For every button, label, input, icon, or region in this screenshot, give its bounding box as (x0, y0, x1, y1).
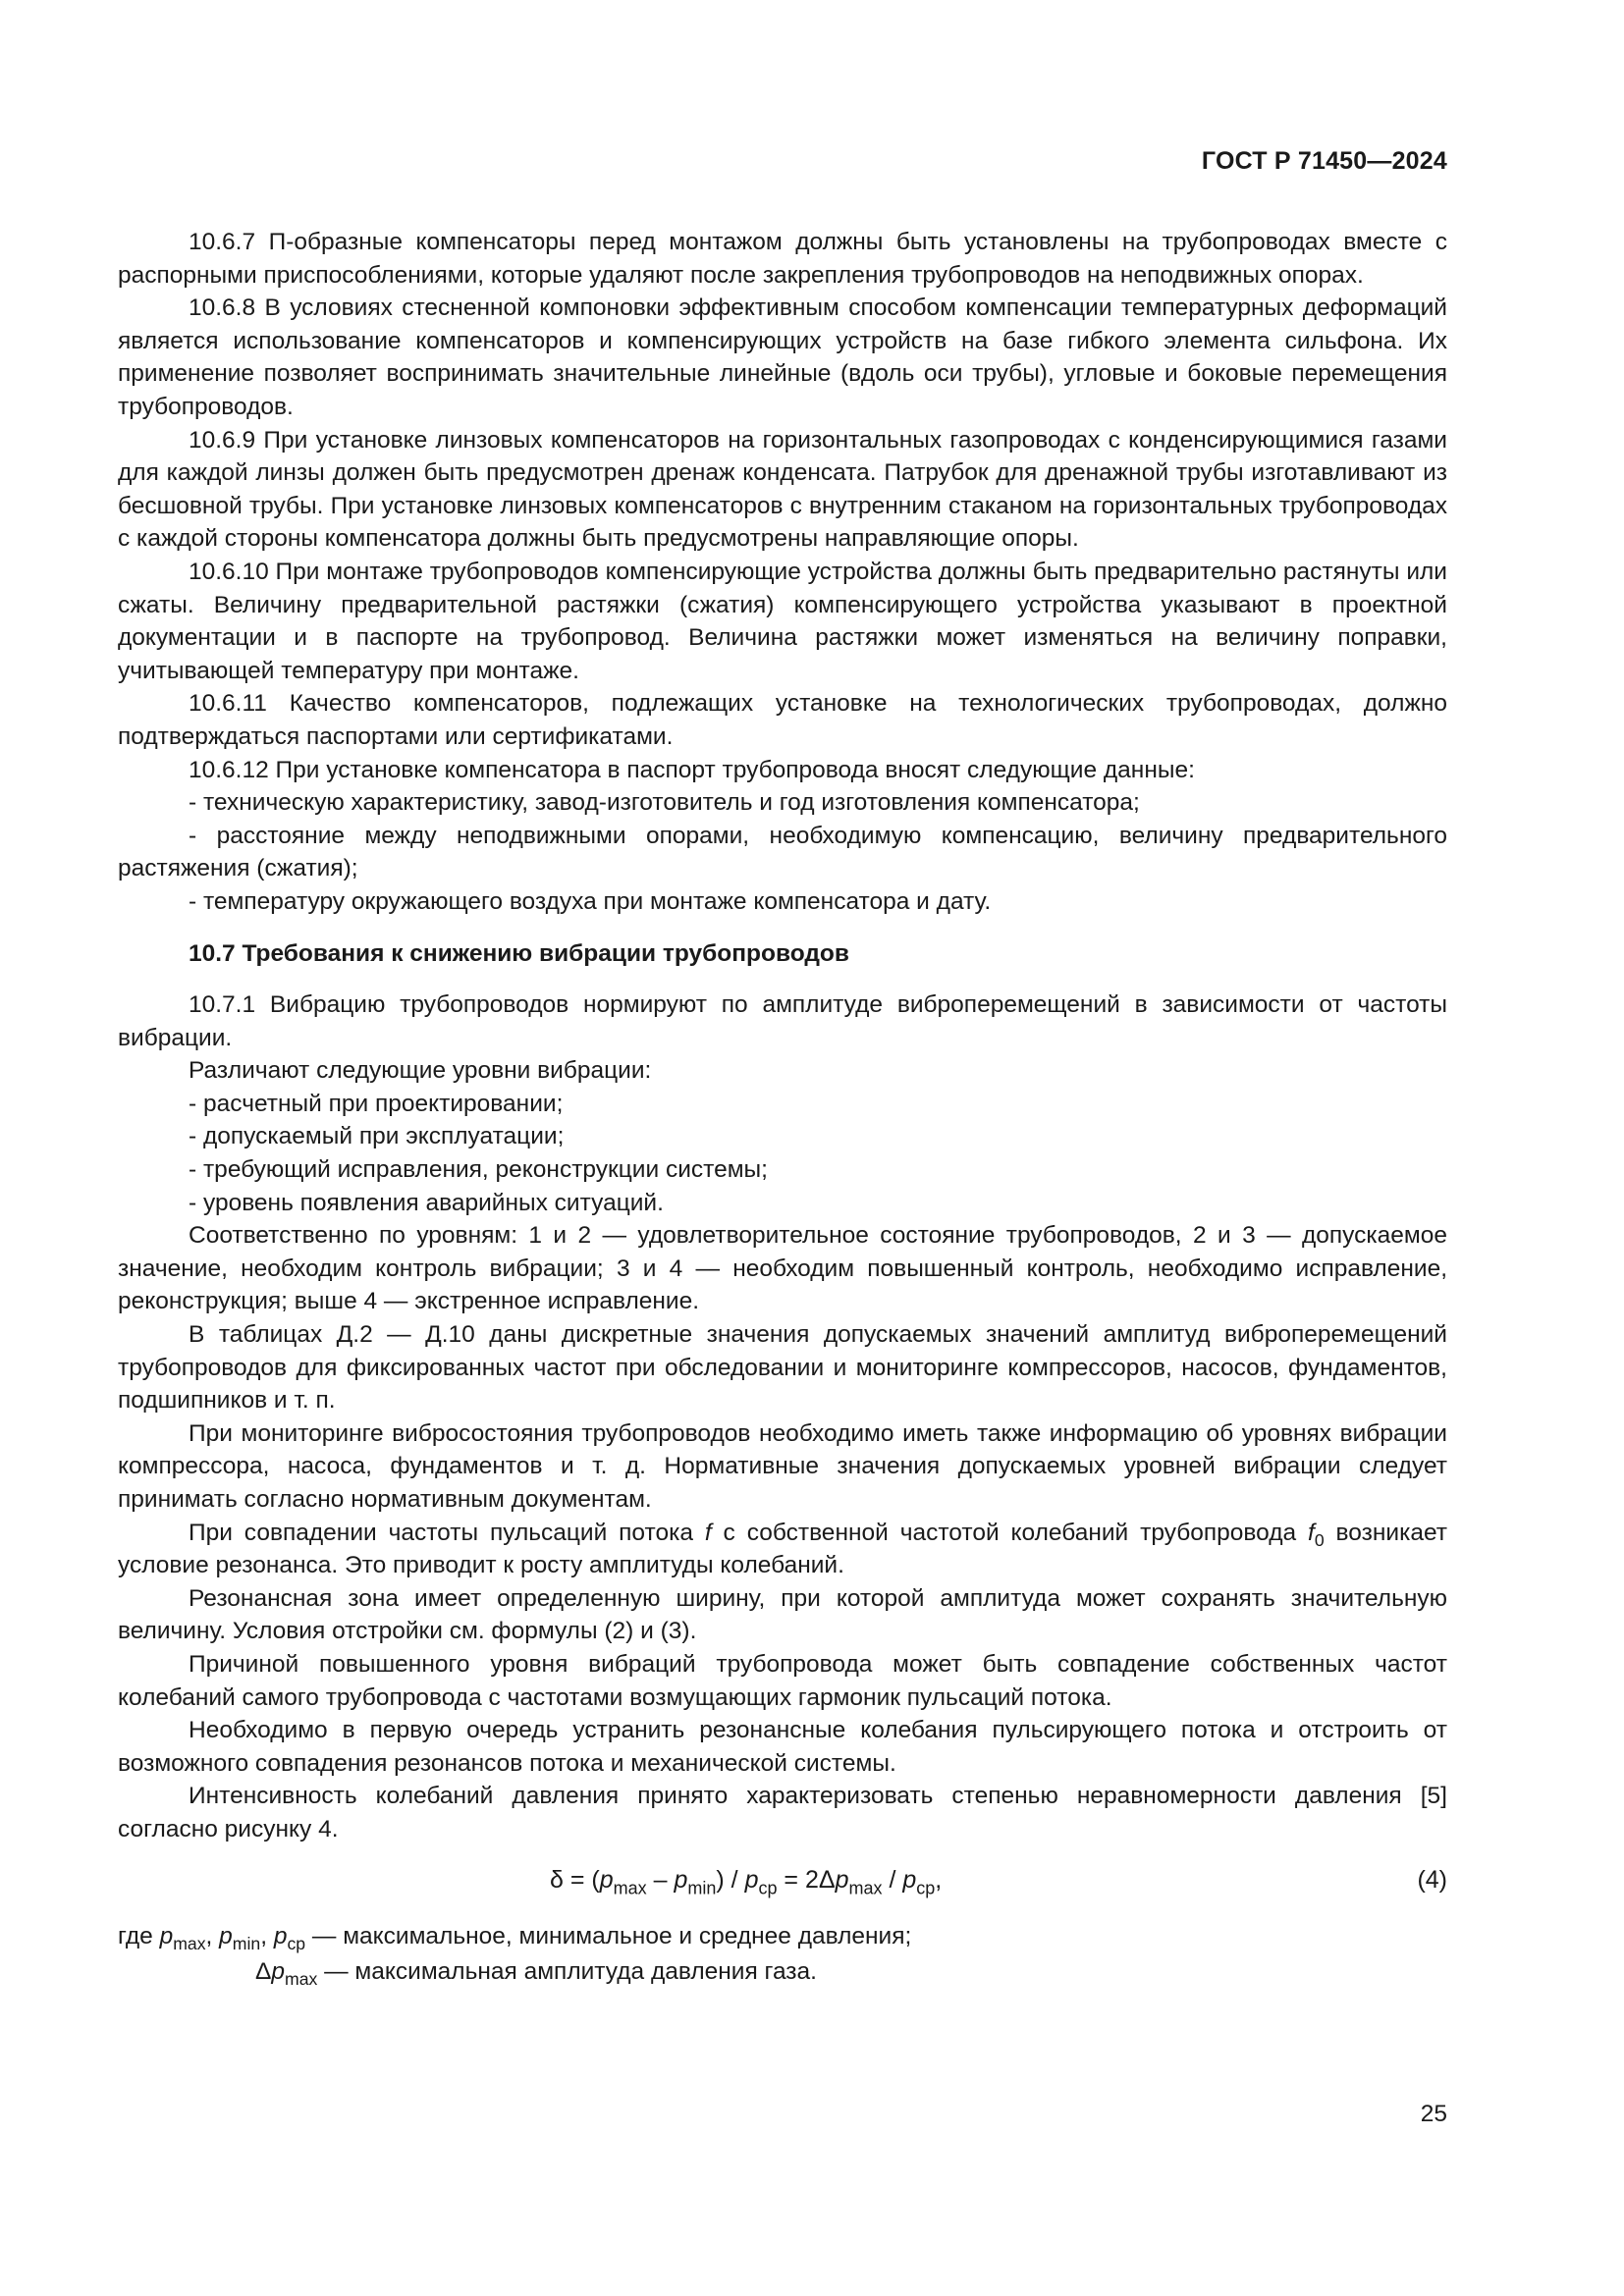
list-item: - расстояние между неподвижными опорами, необходимую компенсацию, величину предварительного растяжения (сжатия); (118, 822, 1447, 882)
formula-4 (118, 1856, 1447, 1905)
paragraph-10-7-1: 10.7.1 Вибрацию трубопроводов нормируют по амплитуде виброперемещений в зависимости от частоты вибрации. (118, 991, 1447, 1051)
paragraph-10-6-7: 10.6.7 П-образные компенсаторы перед монтажом должны быть установлены на трубопроводах вместе с распорными приспособлениями, которые удаляют после закрепления трубопроводов на неподвижных опорах. (118, 229, 1447, 289)
paragraph: Причиной повышенного уровня вибраций трубопровода может быть совпадение собственных частот колебаний самого трубопровода с частотами возмущающих гармоник пульсаций потока. (118, 1650, 1447, 1711)
list-item: - техническую характеристику, завод-изготовитель и год изготовления компенсатора; (189, 789, 1140, 817)
document-body (118, 226, 1447, 1990)
list-item: - температуру окружающего воздуха при монтаже компенсатора и дату. (189, 887, 992, 915)
document-code-header: ГОСТ Р 71450—2024 (1201, 147, 1447, 175)
paragraph-10-6-9: 10.6.9 При установке линзовых компенсаторов на горизонтальных газопроводах с конденсирующимися газами для каждой линзы должен быть предусмотрен дренаж конденсата. Патрубок для дренажной трубы изготавливают из бесшовной трубы. При установке линзовых компенсаторов с внутренним стаканом на горизонтальных трубопроводах с каждой стороны компенсатора должны быть предусмотрены направляющие опоры. (118, 426, 1447, 553)
page-number: 25 (1420, 2101, 1447, 2127)
formula-number: (4) (1417, 1865, 1447, 1894)
paragraph-10-6-11: 10.6.11 Качество компенсаторов, подлежащих установке на технологических трубопроводах, должно подтверждаться паспортами или сертификатами. (118, 690, 1447, 750)
section-title-10-7: 10.7 Требования к снижению вибрации трубопроводов (189, 940, 849, 968)
paragraph: Соответственно по уровням: 1 и 2 — удовлетворительное состояние трубопроводов, 2 и 3 — допускаемое значение, необходим контроль вибрации; 3 и 4 — необходим повышенный контроль, необходимо исправление, реконструкция; выше 4 — экстренное исправление. (118, 1222, 1447, 1315)
list-item: - уровень появления аварийных ситуаций. (189, 1189, 664, 1216)
paragraph: При мониторинге вибросостояния трубопроводов необходимо иметь также информацию об уровнях вибрации компрессора, насоса, фундаментов и т. д. Нормативные значения допускаемых уровней вибрации следует принимать согласно нормативным документам. (118, 1419, 1447, 1513)
paragraph: Резонансная зона имеет определенную ширину, при которой амплитуда может сохранять значительную величину. Условия отстройки см. формулы (2) и (3). (118, 1584, 1447, 1645)
paragraph-resonance: При совпадении частоты пульсаций потока f с собственной частотой колебаний трубопровода $f_0$ возникает условие резонанса. Это приводит к росту амплитуды колебаний. (118, 1519, 1447, 1579)
formula-legend (118, 1919, 1447, 1990)
paragraph-10-6-12: 10.6.12 При установке компенсатора в паспорт трубопровода вносят следующие данные: (189, 756, 1195, 783)
formula-expression: $\delta = (p_{max} - p_{min}) / p_{ср} = 2\Delta p_{max} / p_{ср}$, (550, 1865, 943, 1897)
paragraph: Различают следующие уровни вибрации: (189, 1057, 652, 1085)
list-item: - требующий исправления, реконструкции системы; (189, 1156, 768, 1184)
paragraph: Необходимо в первую очередь устранить резонансные колебания пульсирующего потока и отстроить от возможного совпадения резонансов потока и механической системы. (118, 1717, 1447, 1777)
list-item: - допускаемый при эксплуатации; (189, 1123, 565, 1150)
legend-row-pressures: где $p_{max}$, $p_{min}$, $p_{ср}$ — максимальное, минимальное и среднее давления; (118, 1922, 912, 1953)
paragraph-10-6-10: 10.6.10 При монтаже трубопроводов компенсирующие устройства должны быть предварительно растянуты или сжаты. Величину предварительной растяжки (сжатия) компенсирующего устройства указывают в проектной документации и в паспорте на трубопровод. Величина растяжки может изменяться на величину поправки, учитывающей температуру при монтаже. (118, 558, 1447, 684)
paragraph: В таблицах Д.2 — Д.10 даны дискретные значения допускаемых значений амплитуд виброперемещений трубопроводов для фиксированных частот при обследовании и мониторинге компрессоров, насосов, фундаментов, подшипников и т. п. (118, 1321, 1447, 1415)
list-item: - расчетный при проектировании; (189, 1090, 564, 1117)
paragraph-10-6-8: 10.6.8 В условиях стесненной компоновки эффективным способом компенсации температурных деформаций является использование компенсаторов и компенсирующих устройств на базе гибкого элемента сильфона. Их применение позволяет воспринимать значительные линейные (вдоль оси трубы), угловые и боковые перемещения трубопроводов. (118, 294, 1447, 420)
paragraph: Интенсивность колебаний давления принято характеризовать степенью неравномерности давления [5] согласно рисунку 4. (118, 1783, 1447, 1842)
legend-row-amplitude: $\Delta p_{max}$ — максимальная амплитуда давления газа. (255, 1957, 817, 1989)
